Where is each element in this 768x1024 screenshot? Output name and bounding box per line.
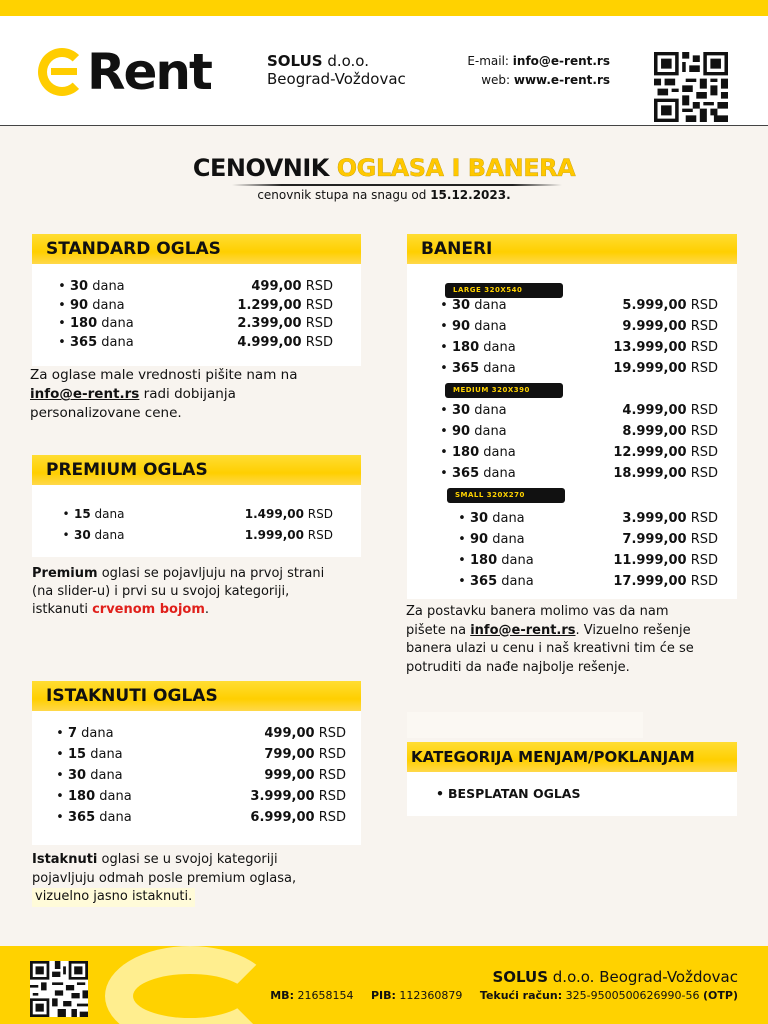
duration-days: 30 [70, 279, 89, 294]
price [264, 726, 346, 741]
contact-block [467, 52, 610, 90]
bullet-icon: • [440, 403, 448, 418]
baneri-note-email-link[interactable]: info@e-rent.rs [470, 622, 576, 638]
footer-mb-label: MB: [270, 989, 294, 1002]
price-amount: 6.999,00 [250, 810, 315, 825]
duration [70, 335, 134, 350]
duration-unit: dana [97, 316, 134, 331]
bullet-icon: • [440, 340, 448, 355]
duration [452, 424, 507, 439]
duration [74, 528, 124, 542]
price-currency: RSD [686, 319, 718, 334]
price-currency: RSD [686, 511, 718, 526]
duration [74, 507, 124, 521]
duration-unit: dana [479, 361, 516, 376]
duration [452, 319, 507, 334]
duration-days: 365 [70, 334, 98, 350]
logo-e-mark [38, 48, 86, 96]
footer-company-rest: d.o.o. Beograd-Voždovac [548, 968, 738, 986]
price-row [436, 424, 718, 439]
price [622, 532, 718, 547]
duration-days: 30 [68, 768, 87, 783]
price-currency: RSD [686, 553, 718, 568]
price-currency: RSD [314, 726, 346, 741]
baneri-note-line1: Za postavku banera molimo vas da nam [406, 604, 669, 619]
standard-note-line2: radi dobijanja [139, 386, 236, 402]
price-amount: 8.999,00 [622, 424, 687, 439]
price-currency: RSD [686, 445, 718, 460]
bullet-icon: • [58, 316, 66, 331]
price-amount: 1.299,00 [237, 297, 302, 313]
duration [452, 403, 507, 418]
istaknuti-note-line1: oglasi se u svojoj kategoriji [97, 852, 278, 867]
standard-note-email-link[interactable]: info@e-rent.rs [30, 386, 140, 402]
footer-company [492, 968, 738, 986]
price-currency: RSD [686, 532, 718, 547]
istaknuti-note-bold: Istaknuti [32, 852, 98, 867]
duration [452, 298, 507, 313]
bullet-icon: • [56, 810, 64, 825]
kategorija-item [432, 786, 580, 801]
price-currency: RSD [301, 334, 333, 350]
standard-note-line1: Za oglase male vrednosti pišite nam na [30, 367, 298, 383]
price [613, 340, 718, 355]
duration-days: 15 [74, 507, 91, 521]
price-amount: 799,00 [264, 747, 315, 762]
price-row [54, 335, 333, 350]
price-currency: RSD [303, 507, 333, 521]
standard-note-line3: personalizovane cene. [30, 405, 182, 421]
price-currency: RSD [303, 528, 333, 542]
duration-unit: dana [88, 279, 125, 294]
istaknuti-note [32, 851, 296, 907]
price-amount: 999,00 [264, 768, 315, 783]
duration-unit: dana [86, 747, 123, 762]
duration-unit: dana [497, 553, 534, 568]
price-amount: 5.999,00 [622, 298, 687, 313]
footer-mb: 21658154 [293, 989, 354, 1002]
price-amount: 12.999,00 [613, 445, 687, 460]
price [237, 298, 333, 313]
price [245, 507, 333, 521]
baneri-note-line5: potruditi da nađe najbolje rešenje. [406, 659, 630, 675]
footer-account-label: Tekući račun: [479, 989, 563, 1002]
price-currency: RSD [314, 768, 346, 783]
price-row [436, 319, 718, 334]
price-currency: RSD [686, 361, 718, 376]
price-row [52, 789, 346, 804]
bullet-icon: • [436, 786, 444, 801]
bullet-icon: • [440, 424, 448, 439]
duration-days: 180 [68, 789, 96, 804]
qr-code-icon [654, 52, 728, 122]
duration-unit: dana [479, 466, 516, 481]
kategorija-heading: KATEGORIJA MENJAM/POKLANJAM [407, 742, 737, 772]
erent-logo [38, 42, 211, 102]
standard-note [30, 366, 297, 423]
price-currency: RSD [686, 340, 718, 355]
duration-unit: dana [470, 403, 507, 418]
duration-days: 15 [68, 747, 87, 762]
price-row [436, 340, 718, 355]
duration-unit: dana [95, 789, 132, 804]
bullet-icon: • [58, 297, 66, 313]
price-amount: 13.999,00 [613, 340, 687, 355]
logo-wordmark: Rent [87, 43, 211, 101]
price [613, 553, 718, 568]
premium-note [32, 565, 324, 619]
price-currency: RSD [314, 747, 346, 762]
price-row [52, 747, 346, 762]
duration-days: 30 [452, 403, 471, 418]
price-amount: 18.999,00 [613, 466, 687, 481]
duration-days: 180 [452, 340, 480, 355]
price [622, 319, 718, 334]
duration-days: 90 [452, 424, 471, 439]
duration-unit: dana [479, 340, 516, 355]
premium-note-bold: Premium [32, 566, 98, 581]
duration-unit: dana [488, 532, 525, 547]
bullet-icon: • [56, 768, 64, 783]
baneri-note-line4: banera ulazi u cenu i naš kreativni tim će se [406, 641, 694, 656]
header [0, 16, 768, 126]
baneri-note [406, 603, 694, 677]
price-row [54, 279, 333, 294]
duration-unit: dana [95, 810, 132, 825]
bullet-icon: • [62, 507, 70, 521]
premium-note-red: crvenom bojom [92, 602, 205, 617]
company-type: d.o.o. [322, 52, 369, 70]
banner-size-tag: SMALL 320X270 [447, 488, 565, 503]
company-location: Beograd-Voždovac [267, 70, 406, 88]
price-row [454, 532, 718, 547]
footer-ids [270, 989, 738, 1002]
kategorija-item-label: BESPLATAN OGLAS [448, 786, 581, 801]
premium-panel [32, 485, 361, 557]
duration-days: 180 [470, 553, 498, 568]
duration-unit: dana [86, 768, 123, 783]
standard-heading: STANDARD OGLAS [32, 234, 361, 264]
duration-unit: dana [90, 507, 125, 521]
price-row [436, 361, 718, 376]
baneri-heading: BANERI [407, 234, 737, 264]
duration-unit: dana [470, 319, 507, 334]
bullet-icon: • [458, 532, 466, 547]
duration [470, 532, 525, 547]
istaknuti-note-line3: vizuelno jasno istaknuti. [32, 888, 195, 907]
premium-note-end: . [204, 602, 210, 617]
price-currency: RSD [686, 574, 718, 589]
price-row [54, 316, 333, 331]
price-amount: 7.999,00 [622, 532, 687, 547]
price-amount: 499,00 [251, 279, 302, 294]
price [264, 768, 346, 783]
price [613, 574, 718, 589]
duration [470, 574, 534, 589]
price-row [58, 507, 333, 521]
price-currency: RSD [301, 297, 333, 313]
price [251, 279, 333, 294]
price-currency: RSD [686, 298, 718, 313]
duration-unit: dana [470, 424, 507, 439]
title-underline [232, 184, 562, 186]
istaknuti-heading: ISTAKNUTI OGLAS [32, 681, 361, 711]
price [622, 424, 718, 439]
duration [70, 316, 134, 331]
premium-note-line2: (na slider-u) i prvi su u svojoj kategoriji, [32, 584, 290, 599]
price-row [52, 726, 346, 741]
duration [470, 511, 525, 526]
duration-days: 365 [470, 574, 498, 589]
baneri-note-line3: . Vizuelno rešenje [575, 622, 691, 638]
price-amount: 9.999,00 [622, 319, 687, 334]
duration-days: 365 [68, 810, 96, 825]
duration-days: 180 [70, 316, 98, 331]
bullet-icon: • [58, 334, 66, 350]
price-amount: 1.499,00 [244, 507, 304, 521]
price-amount: 1.999,00 [244, 528, 304, 542]
price [622, 511, 718, 526]
title-part1: CENOVNIK [192, 154, 337, 182]
price-row [54, 298, 333, 313]
price [250, 789, 346, 804]
duration [70, 298, 125, 313]
duration-unit: dana [88, 297, 125, 313]
bullet-icon: • [440, 445, 448, 460]
premium-heading: PREMIUM OGLAS [32, 455, 361, 485]
price-amount: 3.999,00 [250, 789, 315, 804]
price-currency: RSD [314, 810, 346, 825]
bullet-icon: • [440, 466, 448, 481]
banner-size-tag: LARGE 320X540 [445, 283, 563, 298]
bullet-icon: • [56, 789, 64, 804]
kategorija-spacer [407, 712, 643, 738]
bullet-icon: • [440, 298, 448, 313]
duration-unit: dana [77, 726, 114, 741]
price [622, 403, 718, 418]
duration-unit: dana [488, 511, 525, 526]
footer-account-bank: (OTP) [703, 989, 738, 1002]
footer-pib-label: PIB: [370, 989, 396, 1002]
company-name: SOLUS [267, 52, 323, 70]
web-link[interactable]: www.e-rent.rs [513, 73, 610, 87]
duration-days: 180 [452, 445, 480, 460]
duration-days: 30 [470, 511, 489, 526]
duration-unit: dana [497, 574, 534, 589]
price-row [454, 574, 718, 589]
price-currency: RSD [301, 279, 333, 294]
duration [470, 553, 534, 568]
price-amount: 2.399,00 [237, 316, 302, 331]
price-currency: RSD [686, 466, 718, 481]
duration-days: 90 [452, 319, 471, 334]
bullet-icon: • [440, 319, 448, 334]
subtitle-date: 15.12.2023. [430, 188, 511, 202]
price [250, 810, 346, 825]
email-link[interactable]: info@e-rent.rs [512, 54, 610, 68]
page-subtitle [0, 188, 768, 202]
duration-days: 30 [74, 528, 91, 542]
email-label: E-mail: [467, 54, 513, 68]
price [245, 528, 333, 542]
price-amount: 4.999,00 [237, 334, 302, 350]
price [237, 316, 333, 331]
duration-unit: dana [90, 528, 125, 542]
price [237, 335, 333, 350]
footer-account: 325-9500500626990-56 [562, 989, 704, 1002]
price-amount: 499,00 [264, 726, 315, 741]
price-currency: RSD [314, 789, 346, 804]
premium-note-line3: istkanuti [32, 602, 93, 617]
price-amount: 19.999,00 [613, 361, 687, 376]
top-stripe [0, 0, 768, 16]
duration-unit: dana [479, 445, 516, 460]
title-part2: OGLASA I BANERA [336, 154, 576, 182]
price [613, 445, 718, 460]
duration-unit: dana [97, 334, 134, 350]
price-row [454, 511, 718, 526]
bullet-icon: • [458, 574, 466, 589]
price-row [436, 466, 718, 481]
price-currency: RSD [686, 424, 718, 439]
price-row [454, 553, 718, 568]
subtitle-text: cenovnik stupa na snagu od [257, 188, 431, 202]
duration [70, 279, 125, 294]
istaknuti-note-line2: pojavljuju odmah posle premium oglasa, [32, 870, 297, 886]
baneri-note-line2: pišete na [406, 622, 471, 638]
duration [68, 726, 114, 741]
bullet-icon: • [56, 726, 64, 741]
price-amount: 17.999,00 [613, 574, 687, 589]
price-row [52, 810, 346, 825]
price-row [436, 445, 718, 460]
bullet-icon: • [458, 511, 466, 526]
price [264, 747, 346, 762]
price [613, 361, 718, 376]
price [622, 298, 718, 313]
duration [68, 768, 123, 783]
web-label: web: [481, 73, 514, 87]
duration-days: 30 [452, 298, 471, 313]
price-currency: RSD [686, 403, 718, 418]
duration [68, 789, 132, 804]
company-block [267, 52, 406, 88]
duration [452, 466, 516, 481]
price-amount: 3.999,00 [622, 511, 687, 526]
bullet-icon: • [458, 553, 466, 568]
duration [452, 445, 516, 460]
price-row [58, 528, 333, 542]
banner-size-tag: MEDIUM 320X390 [445, 383, 563, 398]
footer-company-name: SOLUS [492, 968, 549, 986]
duration-unit: dana [470, 298, 507, 313]
price [613, 466, 718, 481]
price-row [436, 403, 718, 418]
duration [452, 340, 516, 355]
duration-days: 365 [452, 361, 480, 376]
duration [68, 810, 132, 825]
bullet-icon: • [56, 747, 64, 762]
duration-days: 90 [70, 297, 89, 313]
bullet-icon: • [62, 528, 70, 542]
price-row [436, 298, 718, 313]
duration [68, 747, 123, 762]
duration-days: 365 [452, 466, 480, 481]
duration-days: 7 [68, 726, 78, 741]
page-title [0, 154, 768, 182]
footer-qr-code-icon [30, 961, 88, 1017]
duration [452, 361, 516, 376]
price-currency: RSD [301, 316, 333, 331]
footer-pib: 112360879 [395, 989, 463, 1002]
price-amount: 4.999,00 [622, 403, 687, 418]
premium-note-line1: oglasi se pojavljuju na prvoj strani [97, 566, 325, 581]
duration-days: 90 [470, 532, 489, 547]
bullet-icon: • [440, 361, 448, 376]
price-amount: 11.999,00 [613, 553, 687, 568]
price-row [52, 768, 346, 783]
bullet-icon: • [58, 279, 66, 294]
